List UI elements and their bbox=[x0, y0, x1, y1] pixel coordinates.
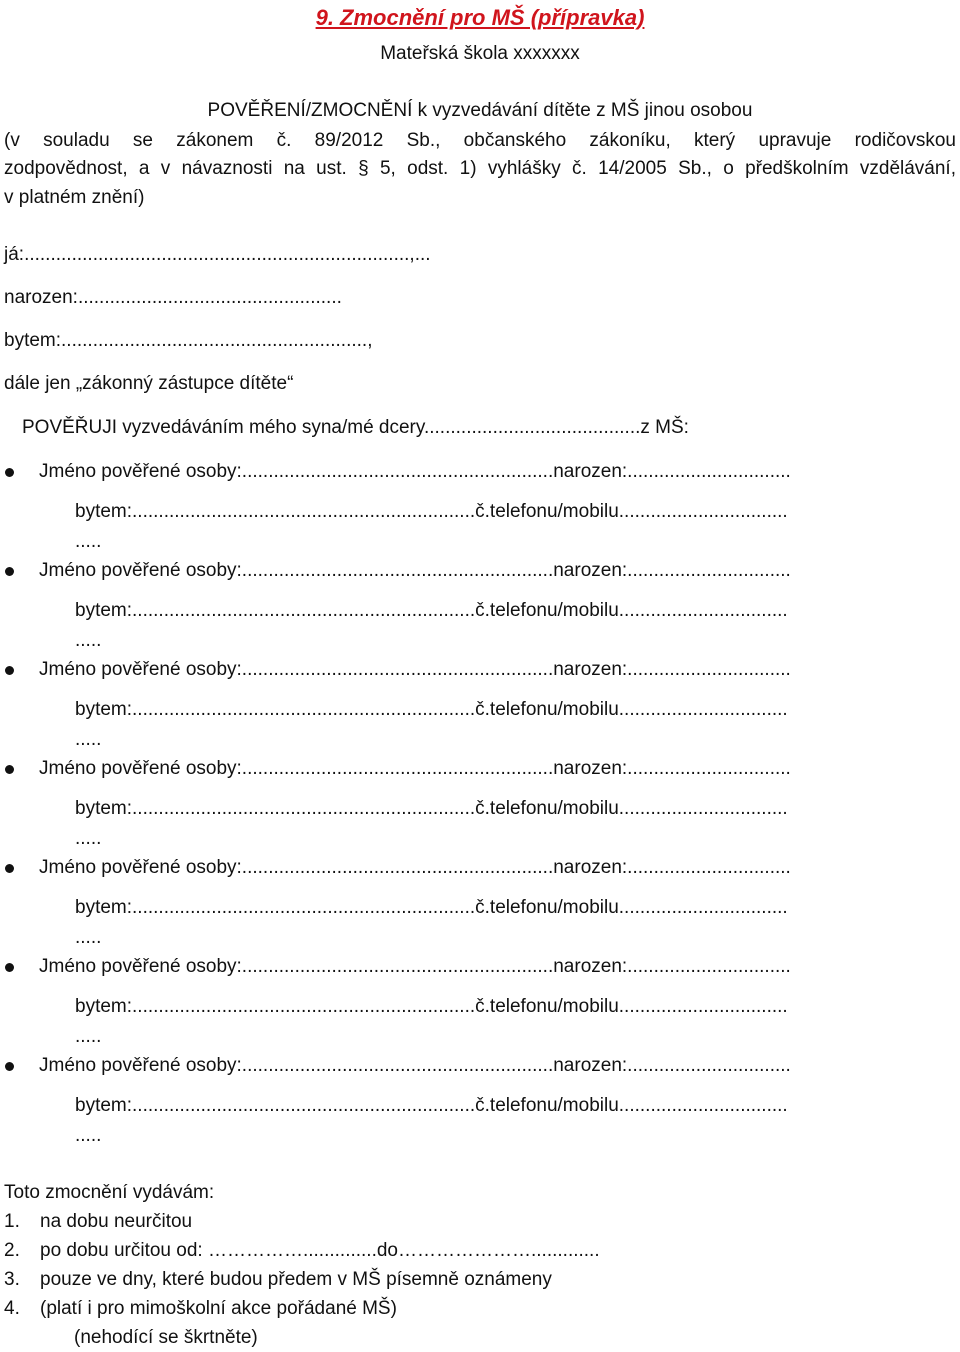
person-name-line: Jméno pověřené osoby:...........................................................narozen:............................... bbox=[39, 560, 791, 581]
person-contact-continuation: ..... bbox=[75, 729, 102, 750]
parent-address-line: bytem:.........................................................., bbox=[4, 330, 373, 351]
strike-through-note: (nehodící se škrtněte) bbox=[74, 1327, 258, 1348]
option-number: 3. bbox=[4, 1269, 20, 1290]
legal-guardian-line: dále jen „zákonný zástupce dítěte“ bbox=[4, 373, 294, 394]
form-heading: POVĚŘENÍ/ZMOCNĚNÍ k vyzvedávání dítěte z MŠ jinou osobou bbox=[207, 100, 753, 121]
person-contact-continuation: ..... bbox=[75, 1026, 102, 1047]
bullet-icon bbox=[5, 765, 14, 774]
person-name-line: Jméno pověřené osoby:...........................................................narozen:............................... bbox=[39, 1055, 791, 1076]
parent-birth-line: narozen:.................................................. bbox=[4, 287, 342, 308]
validity-option-4 bbox=[4, 1297, 397, 1321]
option-text: po dobu určitou od: ……………..............do…………………............. bbox=[40, 1240, 600, 1261]
person-contact-continuation: ..... bbox=[75, 828, 102, 849]
bullet-icon bbox=[5, 963, 14, 972]
bullet-icon bbox=[5, 1062, 14, 1071]
option-number: 4. bbox=[4, 1298, 20, 1319]
option-number: 1. bbox=[4, 1211, 20, 1232]
option-text: (platí i pro mimoškolní akce pořádané MŠ) bbox=[40, 1298, 397, 1319]
person-contact-continuation: ..... bbox=[75, 630, 102, 651]
person-contact-continuation: ..... bbox=[75, 1125, 102, 1146]
person-contact-line: bytem:.................................................................č.telefonu/mobilu................................ bbox=[75, 1095, 788, 1116]
legal-reference-line-1: (v souladu se zákonem č. 89/2012 Sb., občanského zákoníku, který upravuje rodičovskou bbox=[4, 130, 956, 151]
person-contact-continuation: ..... bbox=[75, 531, 102, 552]
option-text: pouze ve dny, které budou předem v MŠ písemně oznámeny bbox=[40, 1269, 552, 1290]
legal-reference-line-3: v platném znění) bbox=[4, 187, 145, 208]
bullet-icon bbox=[5, 864, 14, 873]
document-title: 9. Zmocnění pro MŠ (přípravka) bbox=[315, 5, 645, 30]
person-contact-line: bytem:.................................................................č.telefonu/mobilu................................ bbox=[75, 699, 788, 720]
bullet-icon bbox=[5, 567, 14, 576]
person-contact-continuation: ..... bbox=[75, 927, 102, 948]
option-text: na dobu neurčitou bbox=[40, 1211, 193, 1232]
person-name-line: Jméno pověřené osoby:...........................................................narozen:............................... bbox=[39, 857, 791, 878]
parent-name-line: já:.........................................................................,... bbox=[4, 244, 431, 265]
authorization-line: POVĚŘUJI vyzvedáváním mého syna/mé dcery.........................................z MŠ: bbox=[22, 417, 689, 438]
person-contact-line: bytem:.................................................................č.telefonu/mobilu................................ bbox=[75, 897, 788, 918]
person-name-line: Jméno pověřené osoby:...........................................................narozen:............................... bbox=[39, 758, 791, 779]
person-contact-line: bytem:.................................................................č.telefonu/mobilu................................ bbox=[75, 501, 788, 522]
bullet-icon bbox=[5, 468, 14, 477]
issue-label: Toto zmocnění vydávám: bbox=[4, 1182, 215, 1203]
person-name-line: Jméno pověřené osoby:...........................................................narozen:............................... bbox=[39, 659, 791, 680]
validity-option-1 bbox=[4, 1210, 192, 1234]
school-name: Mateřská škola xxxxxxx bbox=[380, 43, 580, 64]
person-name-line: Jméno pověřené osoby:...........................................................narozen:............................... bbox=[39, 461, 791, 482]
validity-option-2 bbox=[4, 1239, 600, 1263]
option-number: 2. bbox=[4, 1240, 20, 1261]
legal-reference-line-2: zodpovědnost, a v návaznosti na ust. § 5, odst. 1) vyhlášky č. 14/2005 Sb., o předškolním vzdělávání, bbox=[4, 158, 956, 179]
bullet-icon bbox=[5, 666, 14, 675]
person-name-line: Jméno pověřené osoby:...........................................................narozen:............................... bbox=[39, 956, 791, 977]
person-contact-line: bytem:.................................................................č.telefonu/mobilu................................ bbox=[75, 798, 788, 819]
person-contact-line: bytem:.................................................................č.telefonu/mobilu................................ bbox=[75, 600, 788, 621]
validity-option-3 bbox=[4, 1268, 552, 1292]
person-contact-line: bytem:.................................................................č.telefonu/mobilu................................ bbox=[75, 996, 788, 1017]
